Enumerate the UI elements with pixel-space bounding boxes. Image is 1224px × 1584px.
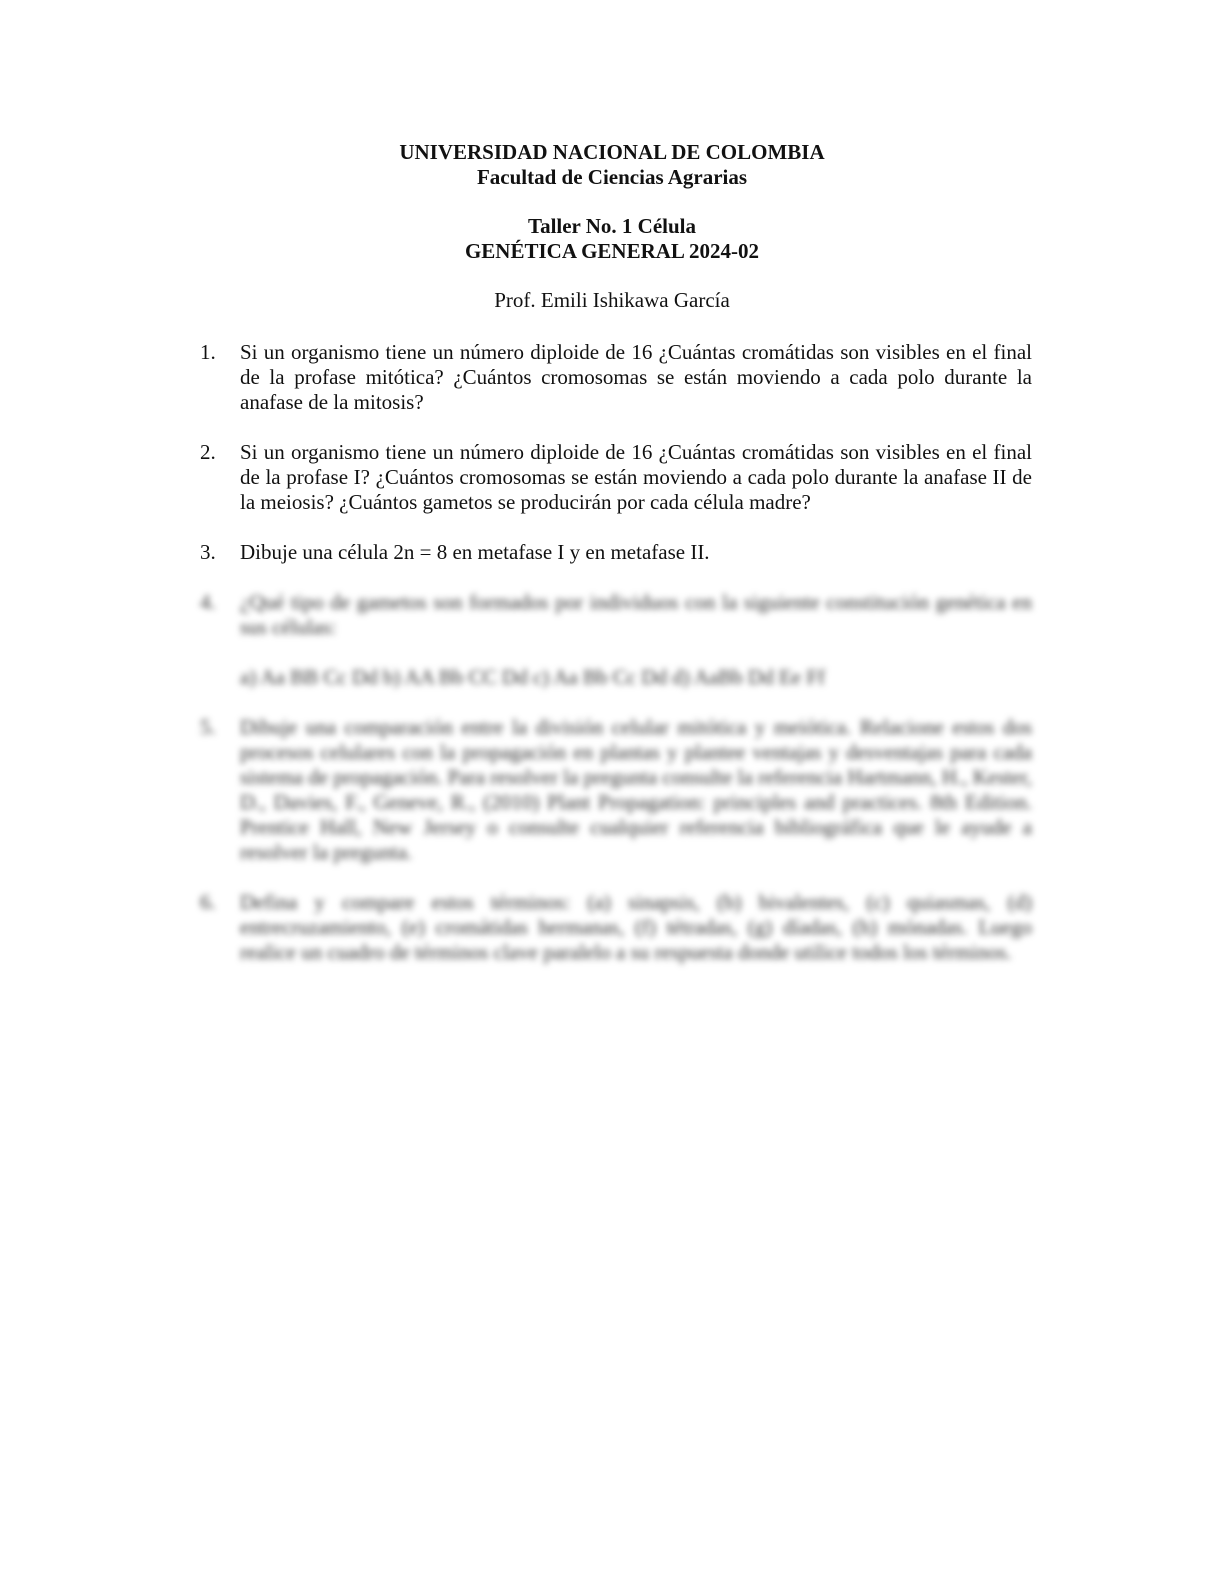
question-text: Dibuje una célula 2n = 8 en metafase I y en metafase II. <box>240 540 710 564</box>
question-3 <box>200 540 1032 565</box>
workshop-title: Taller No. 1 Célula <box>527 214 696 238</box>
question-number: 2. <box>200 440 216 464</box>
question-text: Si un organismo tiene un número diploide de 16 ¿Cuántas cromátidas son visibles en el final de la profase mitótica? ¿Cuántos cromosomas se están moviendo a cada polo durante la anafase de la mitosis? <box>240 340 1032 414</box>
faculty-title: Facultad de Ciencias Agrarias <box>476 165 748 189</box>
question-number: 3. <box>200 540 216 564</box>
question-subtext: a) Aa BB Cc Dd b) AA Bb CC Dd c) Aa Bb Cc Dd d) AaBb Dd Ee Ff <box>240 665 826 689</box>
question-6 <box>200 890 1032 965</box>
question-5 <box>200 715 1032 865</box>
question-1 <box>200 340 1032 415</box>
question-text: ¿Qué tipo de gametos son formados por individuos con la siguiente constitución genética en sus células: <box>240 590 1032 639</box>
professor-name: Prof. Emili Ishikawa García <box>494 288 730 312</box>
question-number: 5. <box>200 715 216 739</box>
document-header <box>0 140 1224 313</box>
question-number: 4. <box>200 590 216 614</box>
question-2 <box>200 440 1032 515</box>
question-text: Dibuje una comparación entre la división celular mitótica y meiótica. Relacione estos dos procesos celulares con la propagación en plantas y plantee ventajas y desventajas para cada sistema de propagación. Para resolver la pregunta consulte la referencia Hartmann, H., Kester, D., Davies, F., Geneve, R., (2010) Plant Propagation: principles and practices. 8th Edition. Prentice Hall, New Jersey o consulte cualquier referencia bibliográfica que le ayude a resolver la pregunta. <box>240 715 1032 864</box>
questions-list <box>200 340 1032 990</box>
question-number: 1. <box>200 340 216 364</box>
university-title: UNIVERSIDAD NACIONAL DE COLOMBIA <box>399 140 825 164</box>
question-text: Defina y compare estos términos: (a) sinapsis, (b) bivalentes, (c) quiasmas, (d) entrecruzamiento, (e) cromátidas hermanas, (f) tétradas, (g) díadas, (h) mónadas. Luego realice un cuadro de términos clave paralelo a su respuesta donde utilice todos los términos. <box>240 890 1032 964</box>
question-4 <box>200 590 1032 690</box>
question-number: 6. <box>200 890 216 914</box>
question-text-block <box>240 590 1032 690</box>
question-text: Si un organismo tiene un número diploide de 16 ¿Cuántas cromátidas son visibles en el final de la profase I? ¿Cuántos cromosomas se están moviendo a cada polo durante la anafase II de la meiosis? ¿Cuántos gametos se producirán por cada célula madre? <box>240 440 1032 514</box>
course-title: GENÉTICA GENERAL 2024-02 <box>464 239 760 263</box>
